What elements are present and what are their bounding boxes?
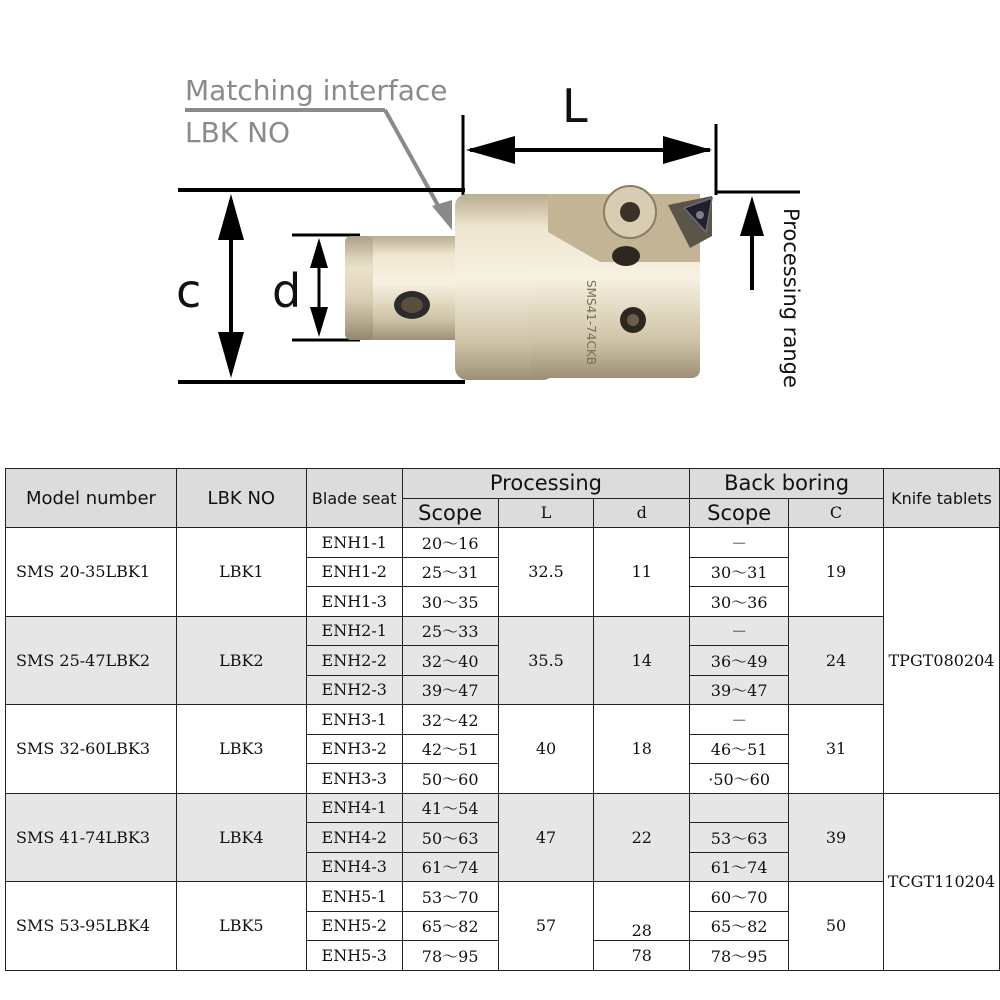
dim-L-arrow-right xyxy=(663,136,712,164)
cell-back-scope: 53～63 xyxy=(690,823,789,853)
cell-seat: ENH4-1 xyxy=(306,793,402,823)
cell-scope: 30～35 xyxy=(402,587,498,617)
cell-scope: 32～42 xyxy=(402,705,498,735)
cell-seat: ENH3-2 xyxy=(306,734,402,764)
cell-back-scope: － xyxy=(690,528,789,558)
header-blade-seat: Blade seat xyxy=(306,469,402,528)
cell-back-scope: 30～31 xyxy=(690,557,789,587)
cell-model: SMS 41-74LBK3 xyxy=(6,793,177,882)
cell-d: 11 xyxy=(594,528,690,617)
cell-seat: ENH3-1 xyxy=(306,705,402,735)
header-scope-back: Scope xyxy=(690,498,789,528)
cell-scope: 25～31 xyxy=(402,557,498,587)
cell-lbk: LBK3 xyxy=(176,705,306,794)
cell-back-scope: 61～74 xyxy=(690,852,789,882)
header-knife-tablets: Knife tablets xyxy=(883,469,999,528)
callout-arrowhead xyxy=(432,200,452,230)
cell-scope: 78～95 xyxy=(402,941,498,971)
dim-L-label: L xyxy=(562,79,588,133)
adjust-dial-center xyxy=(620,202,640,222)
cell-lbk: LBK2 xyxy=(176,616,306,705)
body-screw-inner xyxy=(627,314,639,326)
cell-L: 35.5 xyxy=(498,616,594,705)
cell-c: 31 xyxy=(789,705,884,794)
cell-seat: ENH1-1 xyxy=(306,528,402,558)
cell-d-extra: 78 xyxy=(594,941,690,971)
header-scope: Scope xyxy=(402,498,498,528)
callout-matching-interface: Matching interface xyxy=(185,74,448,107)
cell-scope: 32～40 xyxy=(402,646,498,676)
cell-back-scope: ·50～60 xyxy=(690,764,789,794)
dim-c-label: c xyxy=(176,264,202,318)
cell-c: 19 xyxy=(789,528,884,617)
range-arrowhead xyxy=(740,196,764,236)
cell-back-scope: 65～82 xyxy=(690,911,789,941)
table-row xyxy=(6,528,1000,558)
cell-back-scope: 39～47 xyxy=(690,675,789,705)
dim-c-arrow-top xyxy=(218,194,244,240)
cell-seat: ENH2-3 xyxy=(306,675,402,705)
cell-scope: 65～82 xyxy=(402,911,498,941)
cell-seat: ENH5-1 xyxy=(306,882,402,912)
dim-L-arrow-left xyxy=(466,136,515,164)
table-row xyxy=(6,882,1000,912)
boring-head-tool xyxy=(345,186,712,380)
header-processing: Processing xyxy=(402,469,689,499)
dim-d-arrow-top xyxy=(310,238,328,268)
cell-back-scope: 60～70 xyxy=(690,882,789,912)
cell-back-scope: 36～49 xyxy=(690,646,789,676)
cell-scope: 42～51 xyxy=(402,734,498,764)
cell-d: 22 xyxy=(594,793,690,882)
header-L: L xyxy=(498,498,594,528)
header-c: C xyxy=(789,498,884,528)
cell-knife-tablet: TPGT080204 xyxy=(883,528,999,794)
processing-range-label: Processing range xyxy=(779,208,803,388)
header-lbk-no: LBK NO xyxy=(176,469,306,528)
cell-scope: 20～16 xyxy=(402,528,498,558)
spec-table xyxy=(5,468,1000,971)
table-row xyxy=(6,705,1000,735)
dim-d-label: d xyxy=(272,264,302,318)
table-row xyxy=(6,616,1000,646)
cell-back-scope xyxy=(690,793,789,823)
body-hole-upper xyxy=(612,246,640,266)
shank-hole-inner xyxy=(401,297,423,313)
insert-screw xyxy=(696,211,704,219)
cell-L: 40 xyxy=(498,705,594,794)
cell-scope: 39～47 xyxy=(402,675,498,705)
cell-back-scope: 30～36 xyxy=(690,587,789,617)
cell-scope: 25～33 xyxy=(402,616,498,646)
cell-model: SMS 25-47LBK2 xyxy=(6,616,177,705)
cell-back-scope: 78～95 xyxy=(690,941,789,971)
cell-back-scope: － xyxy=(690,616,789,646)
cell-lbk: LBK4 xyxy=(176,793,306,882)
cell-c: 50 xyxy=(789,882,884,971)
cell-scope: 50～63 xyxy=(402,823,498,853)
cell-L: 32.5 xyxy=(498,528,594,617)
cell-L: 57 xyxy=(498,882,594,971)
cell-d: 28 xyxy=(594,882,690,941)
cell-lbk: LBK5 xyxy=(176,882,306,971)
cell-seat: ENH5-3 xyxy=(306,941,402,971)
cell-seat: ENH2-1 xyxy=(306,616,402,646)
cell-scope: 41～54 xyxy=(402,793,498,823)
cell-lbk: LBK1 xyxy=(176,528,306,617)
cell-seat: ENH5-2 xyxy=(306,911,402,941)
cell-seat: ENH3-3 xyxy=(306,764,402,794)
callout-lbk-no: LBK NO xyxy=(185,116,291,149)
cell-back-scope: 46～51 xyxy=(690,734,789,764)
cell-model: SMS 32-60LBK3 xyxy=(6,705,177,794)
cell-seat: ENH4-2 xyxy=(306,823,402,853)
callout-leader xyxy=(385,110,445,218)
cell-d: 14 xyxy=(594,616,690,705)
cell-back-scope: － xyxy=(690,705,789,735)
cell-d: 18 xyxy=(594,705,690,794)
cell-c: 24 xyxy=(789,616,884,705)
header-d: d xyxy=(594,498,690,528)
cell-model: SMS 20-35LBK1 xyxy=(6,528,177,617)
cell-seat: ENH4-3 xyxy=(306,852,402,882)
tool-shank-end xyxy=(345,236,373,340)
cell-scope: 53～70 xyxy=(402,882,498,912)
tool-diagram xyxy=(0,0,1000,440)
cell-model: SMS 53-95LBK4 xyxy=(6,882,177,971)
dim-d-arrow-bottom xyxy=(310,307,328,337)
table-row xyxy=(6,793,1000,823)
cell-seat: ENH2-2 xyxy=(306,646,402,676)
dim-c-arrow-bottom xyxy=(218,332,244,378)
cell-c: 39 xyxy=(789,793,884,882)
cell-seat: ENH1-2 xyxy=(306,557,402,587)
header-back-boring: Back boring xyxy=(690,469,884,499)
tool-engraving: SMS41-74CKB xyxy=(584,280,598,365)
header-model-number: Model number xyxy=(6,469,177,528)
cell-L: 47 xyxy=(498,793,594,882)
cell-scope: 50～60 xyxy=(402,764,498,794)
cell-scope: 61～74 xyxy=(402,852,498,882)
cell-seat: ENH1-3 xyxy=(306,587,402,617)
cell-knife-tablet: TCGT110204 xyxy=(883,793,999,970)
